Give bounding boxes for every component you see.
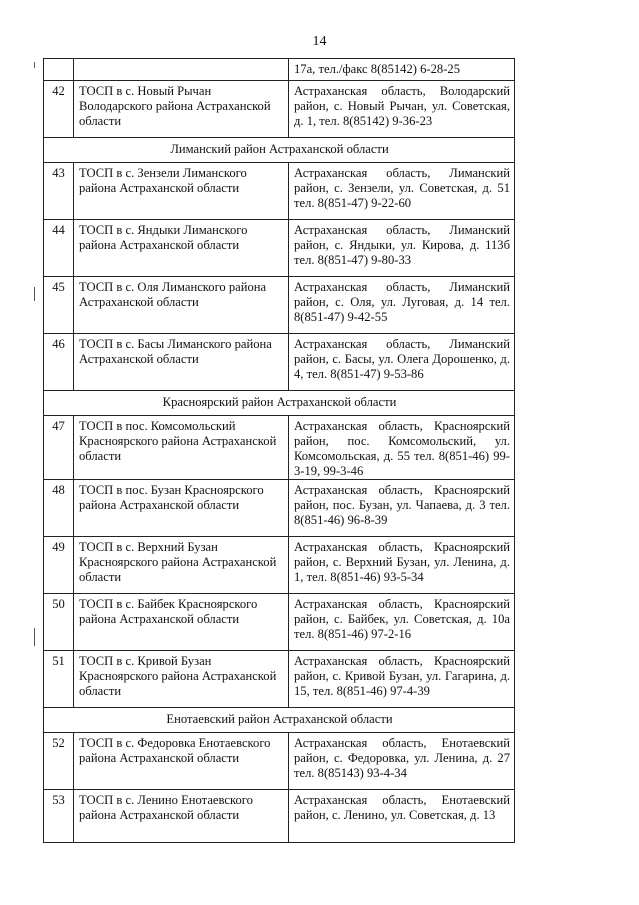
cell-name: ТОСП в с. Ленино Енотаевского района Астраханской области [74, 790, 289, 843]
cell-number [44, 59, 74, 81]
cell-address: Астраханская область, Енотаевский район, с. Ленино, ул. Советская, д. 13 [289, 790, 515, 843]
cell-number: 42 [44, 81, 74, 138]
margin-mark [34, 628, 35, 646]
table-row [44, 334, 515, 391]
cell-name: ТОСП в с. Яндыки Лиманского района Астраханской области [74, 220, 289, 277]
cell-number: 50 [44, 594, 74, 651]
table-row [44, 790, 515, 843]
table-row [44, 416, 515, 480]
cell-number: 43 [44, 163, 74, 220]
section-title: Красноярский район Астраханской области [44, 391, 515, 416]
cell-address: 17а, тел./факс 8(85142) 6-28-25 [289, 59, 515, 81]
cell-name: ТОСП в с. Новый Рычан Володарского района Астраханской области [74, 81, 289, 138]
cell-number: 51 [44, 651, 74, 708]
organizations-table [43, 58, 515, 843]
page-number: 14 [312, 34, 327, 49]
cell-address: Астраханская область, Красноярский район, с. Кривой Бузан, ул. Гагарина, д. 15, тел. 8(851-46) 97-4-39 [289, 651, 515, 708]
cell-name: ТОСП в с. Байбек Красноярского района Астраханской области [74, 594, 289, 651]
cell-address: Астраханская область, Енотаевский район, с. Федоровка, ул. Ленина, д. 27 тел. 8(85143) 93-4-34 [289, 733, 515, 790]
section-header-row [44, 138, 515, 163]
cell-number: 53 [44, 790, 74, 843]
table-row [44, 480, 515, 537]
cell-address: Астраханская область, Лиманский район, с. Зензели, ул. Советская, д. 51 тел. 8(851-47) 9-22-60 [289, 163, 515, 220]
table-row [44, 81, 515, 138]
section-title: Лиманский район Астраханской области [44, 138, 515, 163]
cell-number: 48 [44, 480, 74, 537]
table-row [44, 733, 515, 790]
cell-address: Астраханская область, Лиманский район, с. Яндыки, ул. Кирова, д. 113б тел. 8(851-47) 9-80-33 [289, 220, 515, 277]
cell-address: Астраханская область, Красноярский район, пос. Бузан, ул. Чапаева, д. 3 тел. 8(851-46) 96-8-39 [289, 480, 515, 537]
section-header-row [44, 391, 515, 416]
cell-number: 52 [44, 733, 74, 790]
section-title: Енотаевский район Астраханской области [44, 708, 515, 733]
margin-mark [34, 62, 35, 68]
cell-number: 49 [44, 537, 74, 594]
cell-address: Астраханская область, Красноярский район, пос. Комсомольский, ул. Комсомольская, д. 55 тел. 8(851-46) 99-3-19, 99-3-46 [289, 416, 515, 480]
cell-name [74, 59, 289, 81]
margin-mark [34, 287, 35, 301]
cell-name: ТОСП в пос. Бузан Красноярского района Астраханской области [74, 480, 289, 537]
cell-name: ТОСП в с. Федоровка Енотаевского района Астраханской области [74, 733, 289, 790]
table-row [44, 277, 515, 334]
cell-number: 46 [44, 334, 74, 391]
cell-number: 47 [44, 416, 74, 480]
cell-address: Астраханская область, Володарский район, с. Новый Рычан, ул. Советская, д. 1, тел. 8(85142) 9-36-23 [289, 81, 515, 138]
table-row [44, 537, 515, 594]
cell-name: ТОСП в с. Оля Лиманского района Астраханской области [74, 277, 289, 334]
cell-address: Астраханская область, Лиманский район, с. Басы, ул. Олега Дорошенко, д. 4, тел. 8(851-47) 9-53-86 [289, 334, 515, 391]
cell-name: ТОСП в с. Басы Лиманского района Астраханской области [74, 334, 289, 391]
cell-name: ТОСП в пос. Комсомольский Красноярского района Астраханской области [74, 416, 289, 480]
table-row [44, 163, 515, 220]
cell-name: ТОСП в с. Зензели Лиманского района Астраханской области [74, 163, 289, 220]
cell-address: Астраханская область, Красноярский район, с. Верхний Бузан, ул. Ленина, д. 1, тел. 8(851-46) 93-5-34 [289, 537, 515, 594]
section-header-row [44, 708, 515, 733]
cell-name: ТОСП в с. Кривой Бузан Красноярского района Астраханской области [74, 651, 289, 708]
table-row [44, 651, 515, 708]
cell-address: Астраханская область, Лиманский район, с. Оля, ул. Луговая, д. 14 тел. 8(851-47) 9-42-55 [289, 277, 515, 334]
cell-number: 45 [44, 277, 74, 334]
cell-name: ТОСП в с. Верхний Бузан Красноярского района Астраханской области [74, 537, 289, 594]
cell-number: 44 [44, 220, 74, 277]
table-body [44, 59, 515, 843]
table-row-continuation [44, 59, 515, 81]
table-row [44, 594, 515, 651]
table-row [44, 220, 515, 277]
cell-address: Астраханская область, Красноярский район, с. Байбек, ул. Советская, д. 10а тел. 8(851-46) 97-2-16 [289, 594, 515, 651]
